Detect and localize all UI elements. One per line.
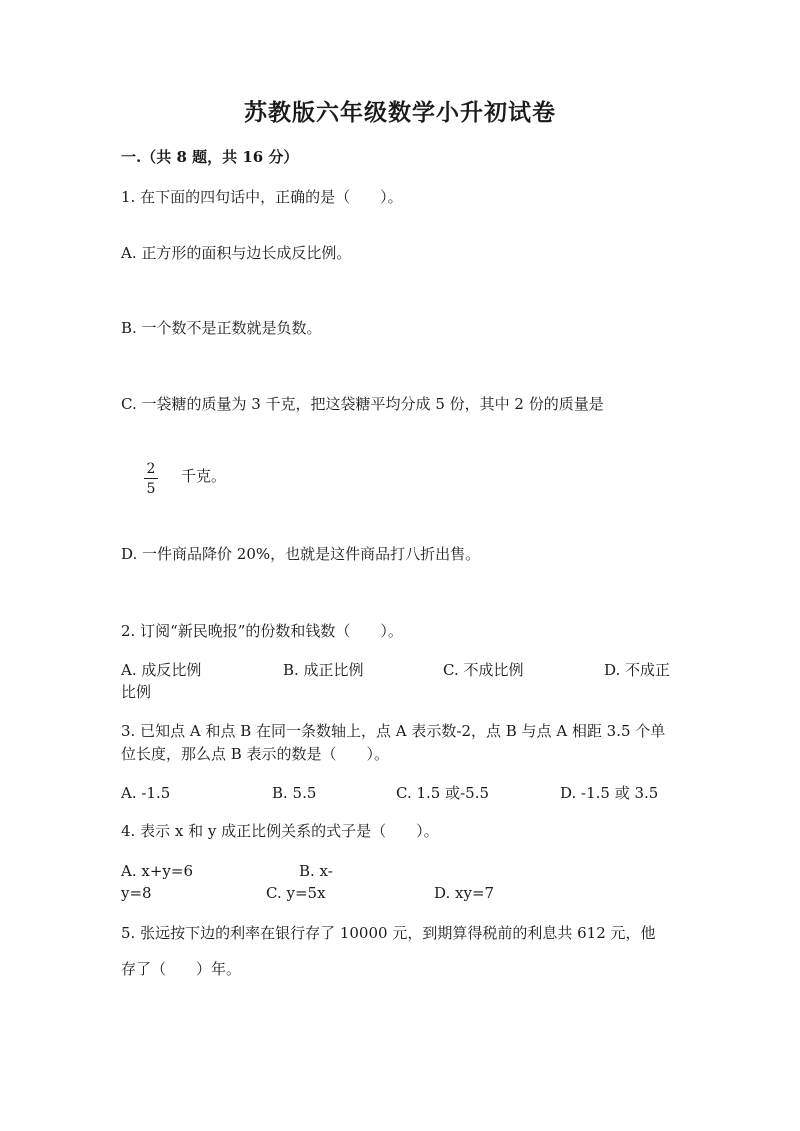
question-4-stem: 4. 表示 x 和 y 成正比例关系的式子是（ ）。 — [121, 822, 439, 840]
question-1-option-c: C. 一袋糖的质量为 3 千克，把这袋糖平均分成 5 份，其中 2 份的质量是 — [121, 395, 604, 413]
page-title: 苏教版六年级数学小升初试卷 — [244, 99, 556, 126]
question-1-option-b: B. 一个数不是正数就是负数。 — [121, 319, 322, 337]
question-3-option-c: C. 1.5 或-5.5 — [396, 784, 490, 802]
question-2-option-b: B. 成正比例 — [283, 661, 364, 679]
question-2-option-d: D. 不成正 — [604, 661, 671, 679]
question-3-option-b: B. 5.5 — [272, 784, 317, 802]
question-1-option-d: D. 一件商品降价 20%，也就是这件商品打八折出售。 — [121, 545, 481, 563]
question-4-option-d: D. xy=7 — [434, 884, 495, 902]
question-2-option-c: C. 不成比例 — [443, 661, 524, 679]
question-3-option-a: A. -1.5 — [121, 784, 171, 802]
question-3-stem-line-2: 位长度，那么点 B 表示的数是（ ）。 — [121, 745, 390, 763]
question-3-option-d: D. -1.5 或 3.5 — [560, 784, 659, 802]
question-5-stem-line-1: 5. 张远按下边的利率在银行存了 10000 元，到期算得税前的利息共 612 元，他 — [121, 924, 656, 942]
question-1-option-a: A. 正方形的面积与边长成反比例。 — [121, 244, 352, 262]
question-2-stem: 2. 订阅“新民晚报”的份数和钱数（ ）。 — [121, 622, 403, 640]
question-4-option-b-continued: y=8 — [121, 884, 152, 902]
section-heading: 一.（共 8 题，共 16 分） — [121, 148, 299, 166]
question-1-option-c-tail: 千克。 — [181, 467, 227, 485]
question-4-option-a: A. x+y=6 — [121, 862, 193, 880]
question-5-stem-line-2: 存了（ ）年。 — [121, 960, 242, 978]
fraction-two-fifths — [144, 462, 158, 496]
question-4-option-b: B. x- — [299, 862, 333, 880]
question-1-stem: 1. 在下面的四句话中，正确的是（ ）。 — [121, 188, 403, 206]
fraction-denominator: 5 — [146, 481, 156, 497]
fraction-numerator: 2 — [146, 461, 156, 477]
question-2-option-d-continued: 比例 — [121, 683, 152, 701]
fraction-bar — [144, 478, 158, 479]
question-4-option-c: C. y=5x — [266, 884, 326, 902]
question-3-stem-line-1: 3. 已知点 A 和点 B 在同一条数轴上，点 A 表示数-2，点 B 与点 A 相距 3.5 个单 — [121, 722, 666, 740]
question-2-option-a: A. 成反比例 — [121, 661, 202, 679]
